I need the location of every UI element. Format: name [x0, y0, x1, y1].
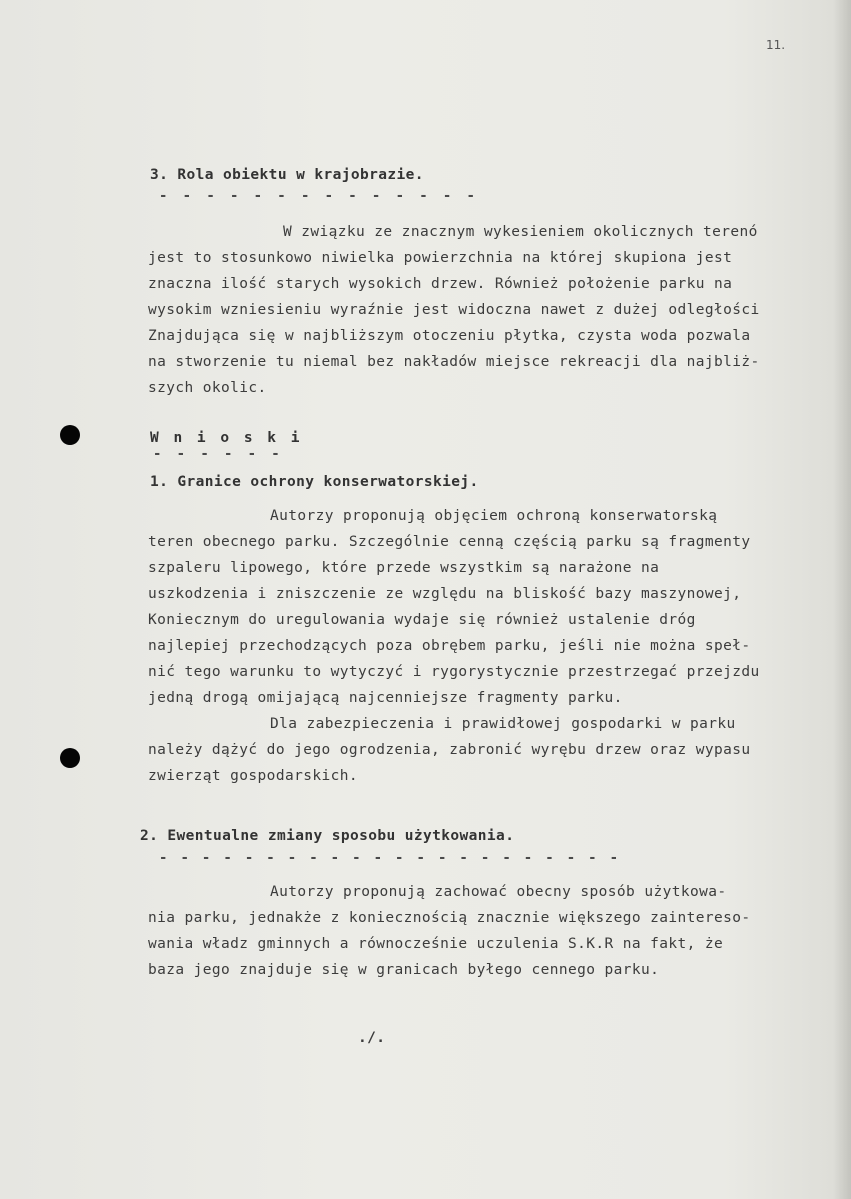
section2-line-4: baza jego znajduje się w granicach byłego cennego parku.: [148, 962, 660, 978]
section3-line-4: wysokim wzniesieniu wyraźnie jest widoczna nawet z dużej odległości: [148, 302, 760, 318]
section1-line-11: zwierząt gospodarskich.: [148, 768, 358, 784]
section1-line-6: najlepiej przechodzących poza obrębem parku, jeśli nie można speł-: [148, 638, 751, 654]
section1-heading: 1. Granice ochrony konserwatorskiej.: [150, 474, 479, 490]
section1-line-2: teren obecnego parku. Szczególnie cenną częścią parku są fragmenty: [148, 534, 751, 550]
page-number: 11.: [766, 38, 786, 52]
section3-line-5: Znajdująca się w najbliższym otoczeniu płytka, czysta woda pozwala: [148, 328, 751, 344]
punch-hole-top: [60, 425, 80, 445]
section1-line-3: szpaleru lipowego, które przede wszystkim są narażone na: [148, 560, 660, 576]
section1-line-7: nić tego warunku to wytyczyć i rygorystycznie przestrzegać przejzdu: [148, 664, 760, 680]
section2-underline: - - - - - - - - - - - - - - - - - - - - - -: [159, 850, 621, 866]
punch-hole-bottom: [60, 748, 80, 768]
section3-line-6: na stworzenie tu niemal bez nakładów miejsce rekreacji dla najbliż-: [148, 354, 760, 370]
section1-line-10: należy dążyć do jego ogrodzenia, zabronić wyrębu drzew oraz wypasu: [148, 742, 751, 758]
section3-line-3: znaczna ilość starych wysokich drzew. Również położenie parku na: [148, 276, 733, 292]
section2-line-1: Autorzy proponują zachować obecny sposób użytkowa-: [270, 884, 727, 900]
section2-line-2: nia parku, jednakże z koniecznością znacznie większego zaintereso-: [148, 910, 751, 926]
section3-underline: - - - - - - - - - - - - - -: [159, 188, 479, 204]
section1-line-5: Koniecznym do uregulowania wydaje się również ustalenie dróg: [148, 612, 696, 628]
section2-heading: 2. Ewentualne zmiany sposobu użytkowania.: [140, 828, 515, 844]
section1-line-4: uszkodzenia i zniszczenie ze względu na bliskość bazy maszynowej,: [148, 586, 742, 602]
section3-line-7: szych okolic.: [148, 380, 267, 396]
section3-line-1: W związku ze znacznym wykesieniem okolicznych terenó: [283, 224, 758, 240]
section2-line-3: wania władz gminnych a równocześnie uczulenia S.K.R na fakt, że: [148, 936, 724, 952]
section3-heading: 3. Rola obiektu w krajobrazie.: [150, 167, 424, 183]
section3-line-2: jest to stosunkowo niwielka powierzchnia na której skupiona jest: [148, 250, 733, 266]
page-edge-shadow: [833, 0, 851, 1199]
section1-line-8: jedną drogą omijającą najcenniejsze fragmenty parku.: [148, 690, 623, 706]
continuation-mark: ./.: [358, 1030, 386, 1046]
section1-line-9: Dla zabezpieczenia i prawidłowej gospodarki w parku: [270, 716, 736, 732]
conclusions-underline: - - - - - -: [153, 446, 284, 462]
conclusions-heading: W n i o s k i: [150, 430, 303, 446]
section1-line-1: Autorzy proponują objęciem ochroną konserwatorską: [270, 508, 718, 524]
